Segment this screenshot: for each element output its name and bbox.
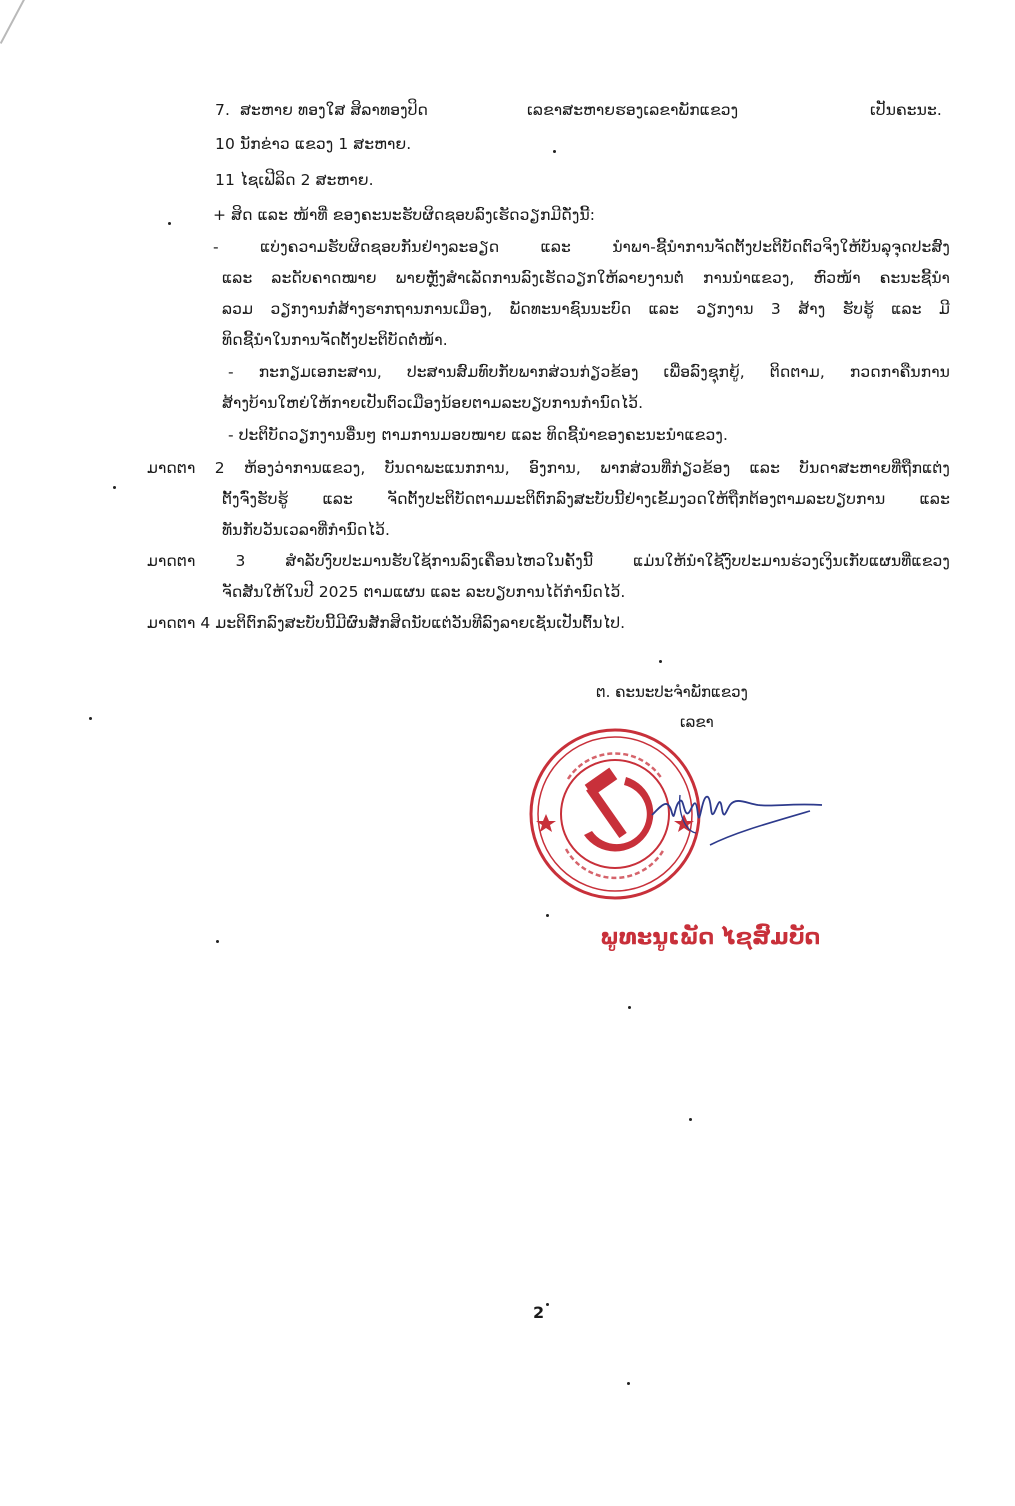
article-4: ມາດຕາ 4 ມະຕິຕົກລົງສະບັບນີ້ມີຜົນສັກສິດນັບແຕ່ວັນທີລົງລາຍເຊັນເປັນຕົ້ນໄປ. bbox=[147, 614, 626, 632]
article-3-line-1: ມາດຕາ 3 ສຳລັບງົບປະມານຮັບໃຊ້ການລົງເຄື່ອນໄຫວໃນຄັ້ງນີ້ ແມ່ນໃຫ້ນຳໃຊ້ງົບປະມານຮ່ວງເງິນເກັບແຜນທີ່ແຂວງ bbox=[147, 552, 950, 570]
scan-speck bbox=[113, 486, 116, 489]
scan-speck bbox=[689, 1118, 692, 1121]
duty-2-line-1: - ກະກຽມເອກະສານ, ປະສານສົມທົບກັບພາກສ່ວນກ່ຽວຂ້ອງ ເພື່ອລົງຊຸກຍູ້, ຕິດຕາມ, ກວດກາຄືນການ bbox=[228, 363, 950, 381]
member-line-11: 11 ໄຊເຟີລິດ 2 ສະຫາຍ. bbox=[215, 171, 374, 189]
secretary-title: ເລຂາ bbox=[680, 713, 714, 731]
duty-1-line-3: ລວມ ວຽກງານກໍ່ສ້າງຮາກຖານການເມືອງ, ພັດທະນາຊົນນະບົດ ແລະ ວຽກງານ 3 ສ້າງ ຮັບຮູ້ ແລະ ມີ bbox=[222, 300, 950, 318]
scan-speck bbox=[553, 150, 556, 153]
scan-speck bbox=[628, 1006, 631, 1009]
duty-1-line-1: - ແບ່ງຄວາມຮັບຜິດຊອບກັນຢ່າງລະອຽດ ແລະ ນຳພາ-ຊີ້ນຳການຈັດຕັ້ງປະຕິບັດຕົວຈິງໃຫ້ບັນລຸຈຸດປະສົງ bbox=[213, 238, 950, 256]
scan-speck bbox=[216, 940, 219, 943]
member-position: ເລຂາສະຫາຍຮອງເລຂາພັກແຂວງ bbox=[527, 101, 739, 119]
duty-1-line-2: ແລະ ລະດັບຄາດໝາຍ ພາຍຫຼັງສຳເລັດການລົງເຮັດວຽກໃຫ້ລາຍງານຕໍ່ ການນຳແຂວງ, ຫົວໜ້າ ຄະນະຊີ້ນຳ bbox=[222, 269, 950, 287]
duties-heading: + ສິດ ແລະ ໜ້າທີ່ ຂອງຄະນະຮັບຜິດຊອບລົງເຮັດວຽກມີດັ່ງນີ້: bbox=[213, 206, 596, 224]
article-2-line-2: ຕັ້ງຈົ່ງຮັບຮູ້ ແລະ ຈັດຕັ້ງປະຕິບັດຕາມມະຕິຕົກລົງສະບັບນີ້ຢ່າງເຂັ້ມງວດໃຫ້ຖືກຕ້ອງຕາມລະບຽບການ ແລະ bbox=[222, 490, 950, 508]
handwritten-signature bbox=[650, 775, 825, 865]
member-name: ສະຫາຍ ທອງໃສ ສິລາທອງປິດ bbox=[240, 101, 428, 119]
article-2-line-1: ມາດຕາ 2 ຫ້ອງວ່າການແຂວງ, ບັນດາພະແນກການ, ອົງການ, ພາກສ່ວນທີ່ກ່ຽວຂ້ອງ ແລະ ບັນດາສະຫາຍທີ່ຖືກແຕ່ງ bbox=[147, 459, 950, 477]
scan-speck bbox=[546, 914, 549, 917]
scan-speck bbox=[659, 660, 662, 663]
page-number: 2 bbox=[533, 1303, 545, 1322]
scan-speck bbox=[89, 717, 92, 720]
scan-speck bbox=[546, 1303, 549, 1306]
duty-1-line-4: ທິດຊີ້ນຳໃນການຈັດຕັ້ງປະຕິບັດຕໍ່ໜ້າ. bbox=[222, 331, 448, 349]
article-2-line-3: ທັນກັບວັນເວລາທີ່ກຳນົດໄວ້. bbox=[222, 521, 391, 539]
member-line-7 bbox=[215, 100, 428, 120]
scan-speck bbox=[627, 1382, 630, 1385]
item-number: 7. bbox=[215, 101, 230, 119]
scan-speck bbox=[168, 222, 171, 225]
duty-2-line-2: ສ້າງບ້ານໃຫຍ່ໃຫ້ກາຍເປັນຕົວເມືອງນ້ອຍຕາມລະບຽບການກຳນົດໄວ້. bbox=[222, 394, 644, 412]
article-3-line-2: ຈັດສັນໃຫ້ໃນປີ 2025 ຕາມແຜນ ແລະ ລະບຽບການໄດ້ກຳນົດໄວ້. bbox=[222, 583, 626, 601]
committee-label: ຕ. ຄະນະປະຈຳພັກແຂວງ bbox=[596, 683, 748, 701]
member-line-10: 10 ນັກຂ່າວ ແຂວງ 1 ສະຫາຍ. bbox=[215, 135, 412, 153]
duty-3: - ປະຕິບັດວຽກງານອື່ນໆ ຕາມການມອບໝາຍ ແລະ ທິດຊີ້ນຳຂອງຄະນະນຳແຂວງ. bbox=[228, 426, 728, 444]
signer-name: ພູທະນູເພັດ ໄຊສົມບັດ bbox=[600, 925, 821, 950]
member-role: ເປັນຄະນະ. bbox=[870, 101, 942, 119]
hammer-and-sickle-icon bbox=[584, 768, 653, 852]
scan-mark bbox=[0, 0, 30, 44]
